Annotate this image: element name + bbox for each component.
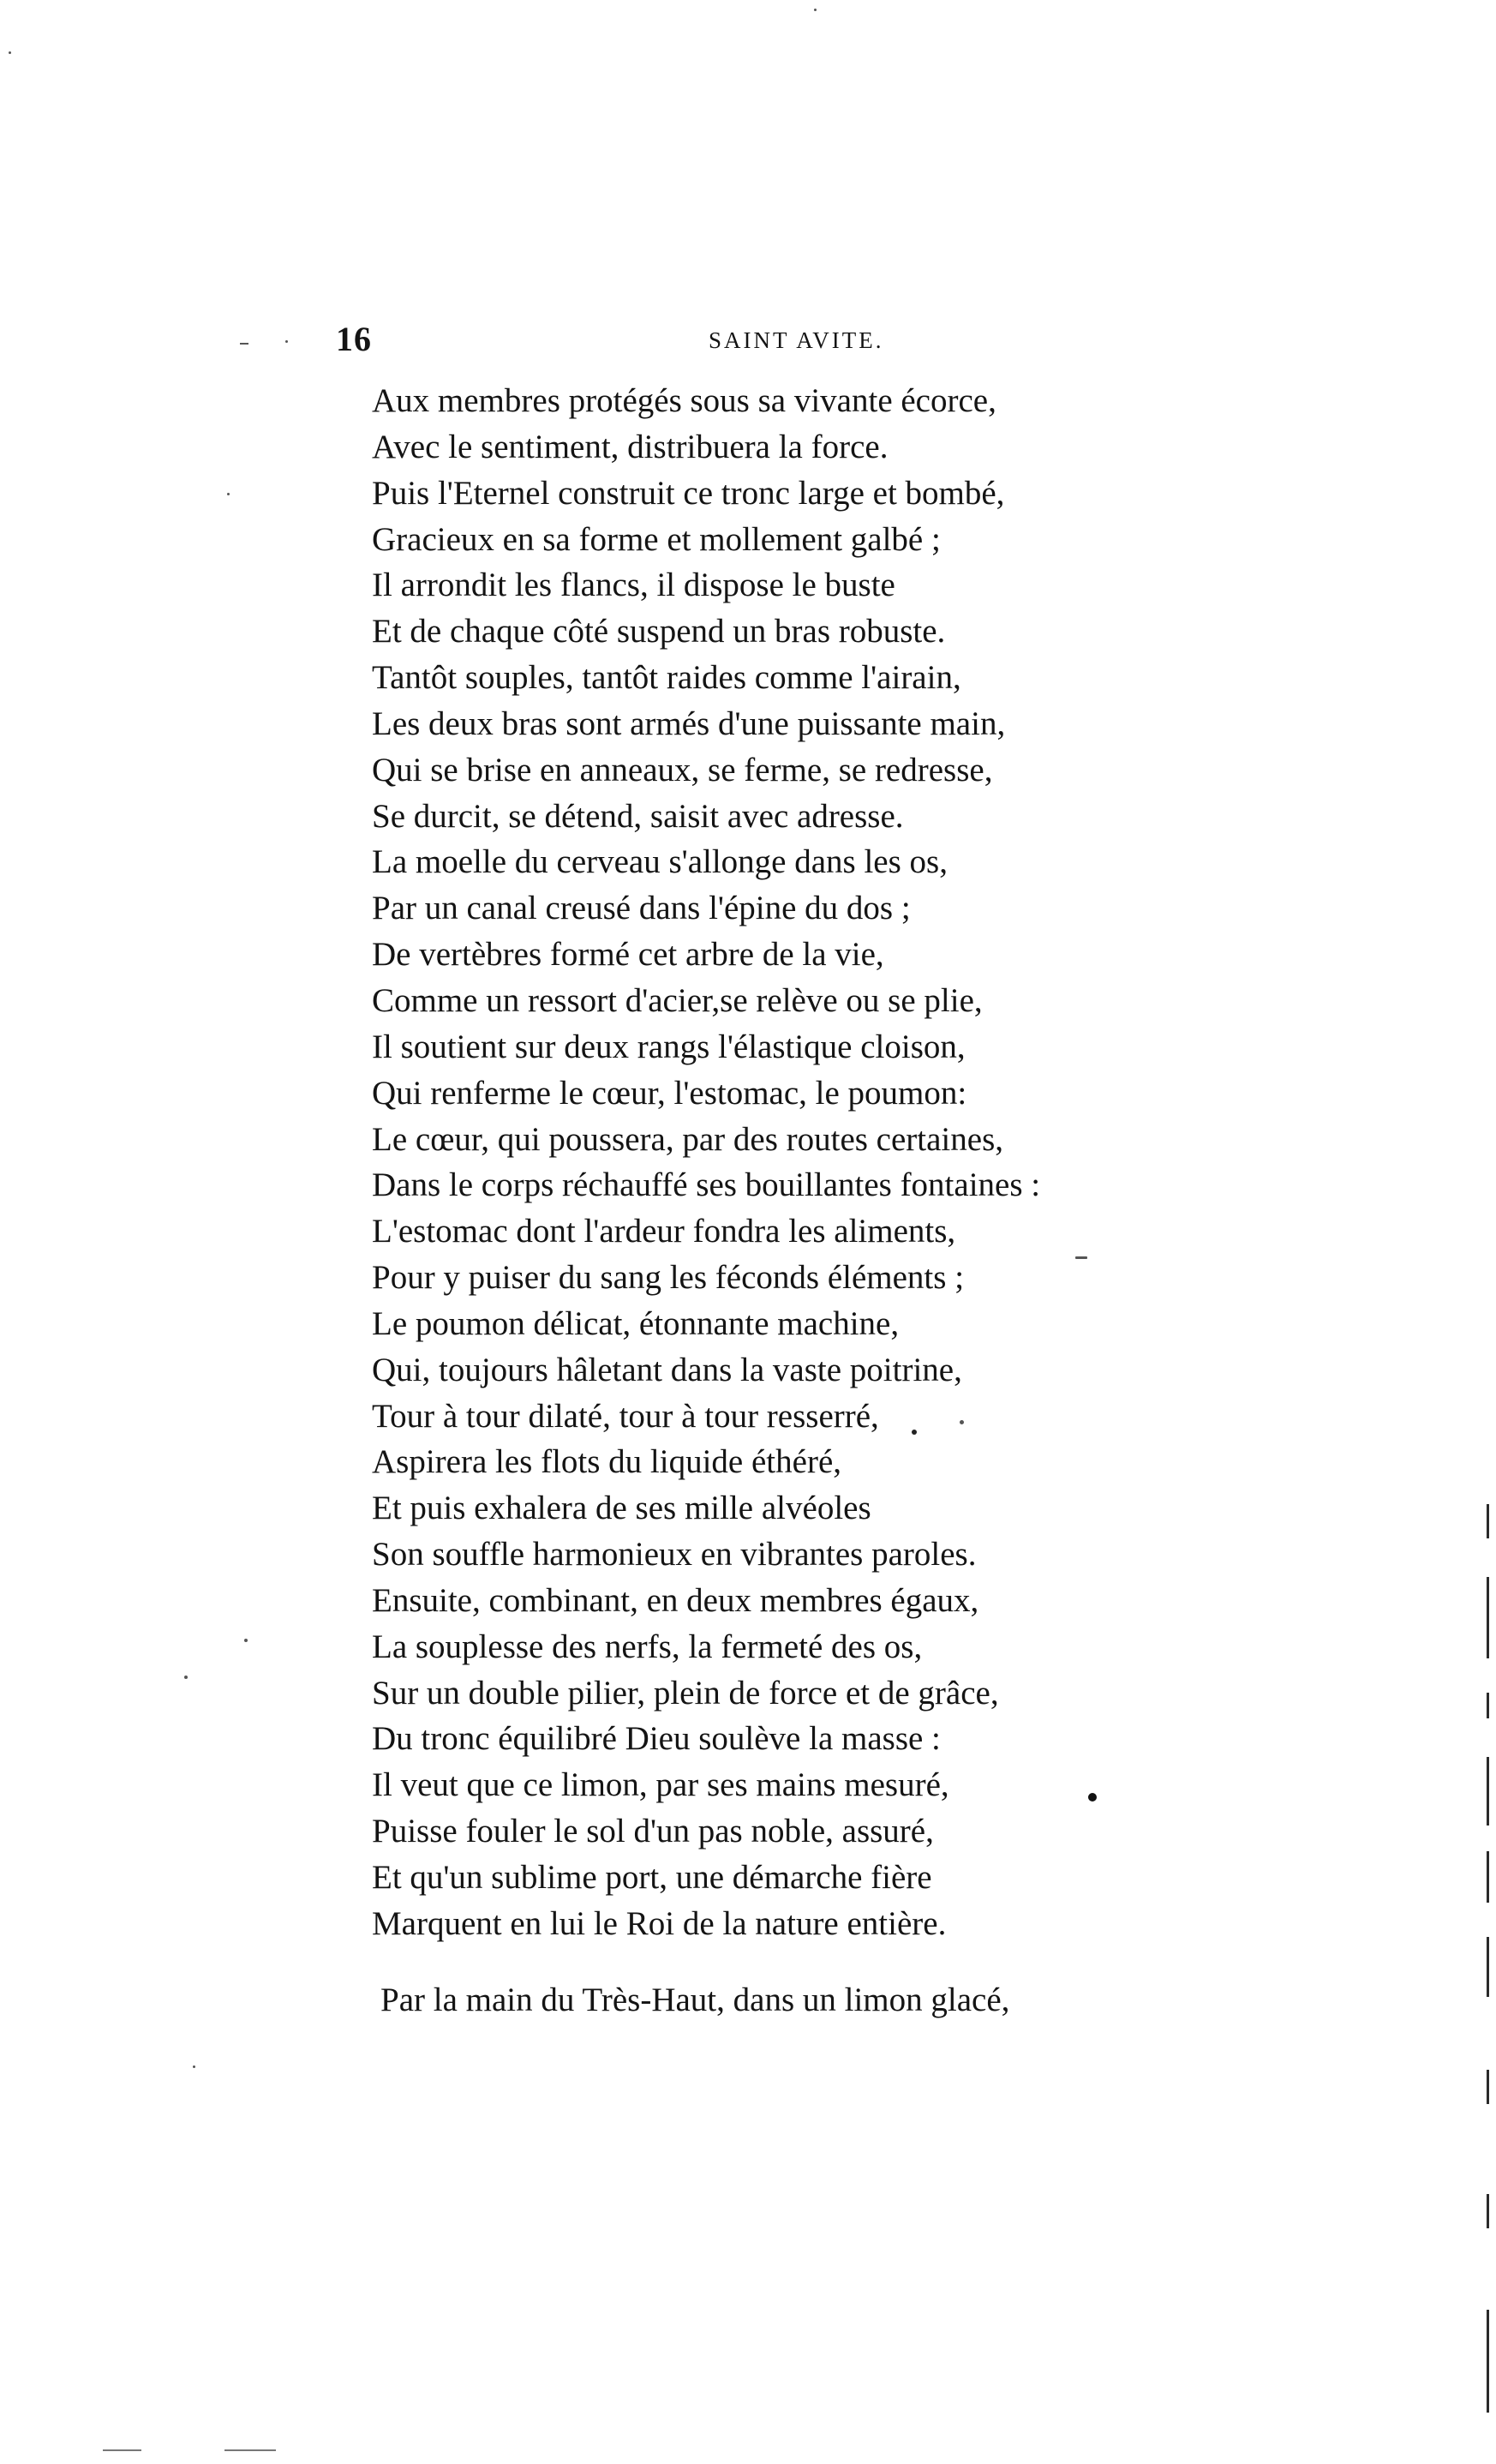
scan-margin-mark: [1487, 2310, 1489, 2413]
scan-margin-mark: [1487, 1851, 1489, 1903]
verse-line: Avec le sentiment, distribuera la force.: [372, 428, 889, 465]
scan-speck: [1075, 1256, 1087, 1259]
verse-line: Puisse fouler le sol d'un pas noble, assuré,: [372, 1813, 934, 1850]
verse-line: Il veut que ce limon, par ses mains mesuré,: [372, 1766, 949, 1804]
verse-line: Comme un ressort d'acier,se relève ou se plie,: [372, 981, 983, 1019]
scan-margin-mark: [1487, 2070, 1489, 2104]
scan-margin-mark: [1487, 1937, 1489, 1997]
verse-line: Aux membres protégés sous sa vivante écorce,: [372, 382, 996, 419]
scan-speck: [912, 1430, 917, 1435]
verse-line: Dans le corps réchauffé ses bouillantes fontaines :: [372, 1166, 1041, 1204]
verse-line: Son souffle harmonieux en vibrantes paroles.: [372, 1536, 977, 1574]
scan-margin-mark: [1487, 2194, 1489, 2228]
verse-line: Et de chaque côté suspend un bras robuste.: [372, 613, 946, 650]
verse-line: Sur un double pilier, plein de force et de grâce,: [372, 1674, 999, 1712]
scan-speck: [227, 493, 230, 495]
verse-line: Il soutient sur deux rangs l'élastique cloison,: [372, 1028, 966, 1065]
verse-line: Le poumon délicat, étonnante machine,: [372, 1304, 900, 1342]
verse-line: Et puis exhalera de ses mille alvéoles: [372, 1490, 871, 1527]
verse-line: Ensuite, combinant, en deux membres égaux,: [372, 1581, 979, 1619]
scan-margin-mark: [1487, 1757, 1489, 1826]
verse-line: Qui renferme le cœur, l'estomac, le poumon:: [372, 1074, 967, 1112]
verse-line: Il arrondit les flancs, il dispose le buste: [372, 567, 895, 604]
scan-speck: [960, 1420, 964, 1424]
scan-speck: [814, 9, 817, 11]
verse-line: Pour y puiser du sang les féconds éléments ;: [372, 1259, 965, 1297]
verse-line: Tantôt souples, tantôt raides comme l'airain,: [372, 659, 961, 697]
scan-margin-mark: [1487, 1693, 1489, 1718]
verse-line: Les deux bras sont armés d'une puissante main,: [372, 704, 1006, 742]
scan-speck: [1088, 1793, 1097, 1802]
scan-speck: [224, 2449, 276, 2451]
verse-stanza: [372, 378, 1229, 1947]
scan-margin-mark: [1487, 1577, 1489, 1658]
verse-line: Puis l'Eternel construit ce tronc large et bombé,: [372, 474, 1005, 512]
scan-speck: [103, 2449, 141, 2451]
verse-line: Aspirera les flots du liquide éthéré,: [372, 1443, 841, 1481]
verse-line: Tour à tour dilaté, tour à tour resserré,: [372, 1397, 879, 1435]
verse-line: Le cœur, qui poussera, par des routes certaines,: [372, 1120, 1004, 1158]
verse-line: L'estomac dont l'ardeur fondra les aliments,: [372, 1213, 956, 1250]
verse-line: Du tronc équilibré Dieu soulève la masse :: [372, 1720, 941, 1758]
page-header: [336, 319, 1236, 362]
verse-line: La souplesse des nerfs, la fermeté des os,: [372, 1628, 923, 1665]
verse-line: Se durcit, se détend, saisit avec adresse.: [372, 797, 904, 835]
scan-speck: [240, 343, 248, 345]
running-title: SAINT AVITE.: [709, 327, 884, 353]
scan-speck: [193, 2065, 195, 2068]
verse-line: Marquent en lui le Roi de la nature entière.: [372, 1904, 947, 1942]
scan-speck: [285, 340, 288, 343]
scan-speck: [9, 51, 11, 54]
scan-speck: [244, 1639, 248, 1642]
scan-margin-mark: [1487, 1504, 1489, 1538]
verse-line: La moelle du cerveau s'allonge dans les os,: [372, 843, 948, 881]
scan-speck: [184, 1676, 188, 1679]
page-number: 16: [336, 320, 372, 358]
verse-line: Qui, toujours hâletant dans la vaste poitrine,: [372, 1351, 962, 1388]
verse-line: Gracieux en sa forme et mollement galbé ;: [372, 520, 941, 558]
verse-line: Qui se brise en anneaux, se ferme, se redresse,: [372, 751, 993, 788]
verse-line: Et qu'un sublime port, une démarche fière: [372, 1859, 932, 1896]
verse-line: Par un canal creusé dans l'épine du dos ;: [372, 890, 911, 927]
next-stanza-line: Par la main du Très-Haut, dans un limon glacé,: [380, 1981, 1010, 2018]
verse-line: De vertèbres formé cet arbre de la vie,: [372, 936, 884, 974]
